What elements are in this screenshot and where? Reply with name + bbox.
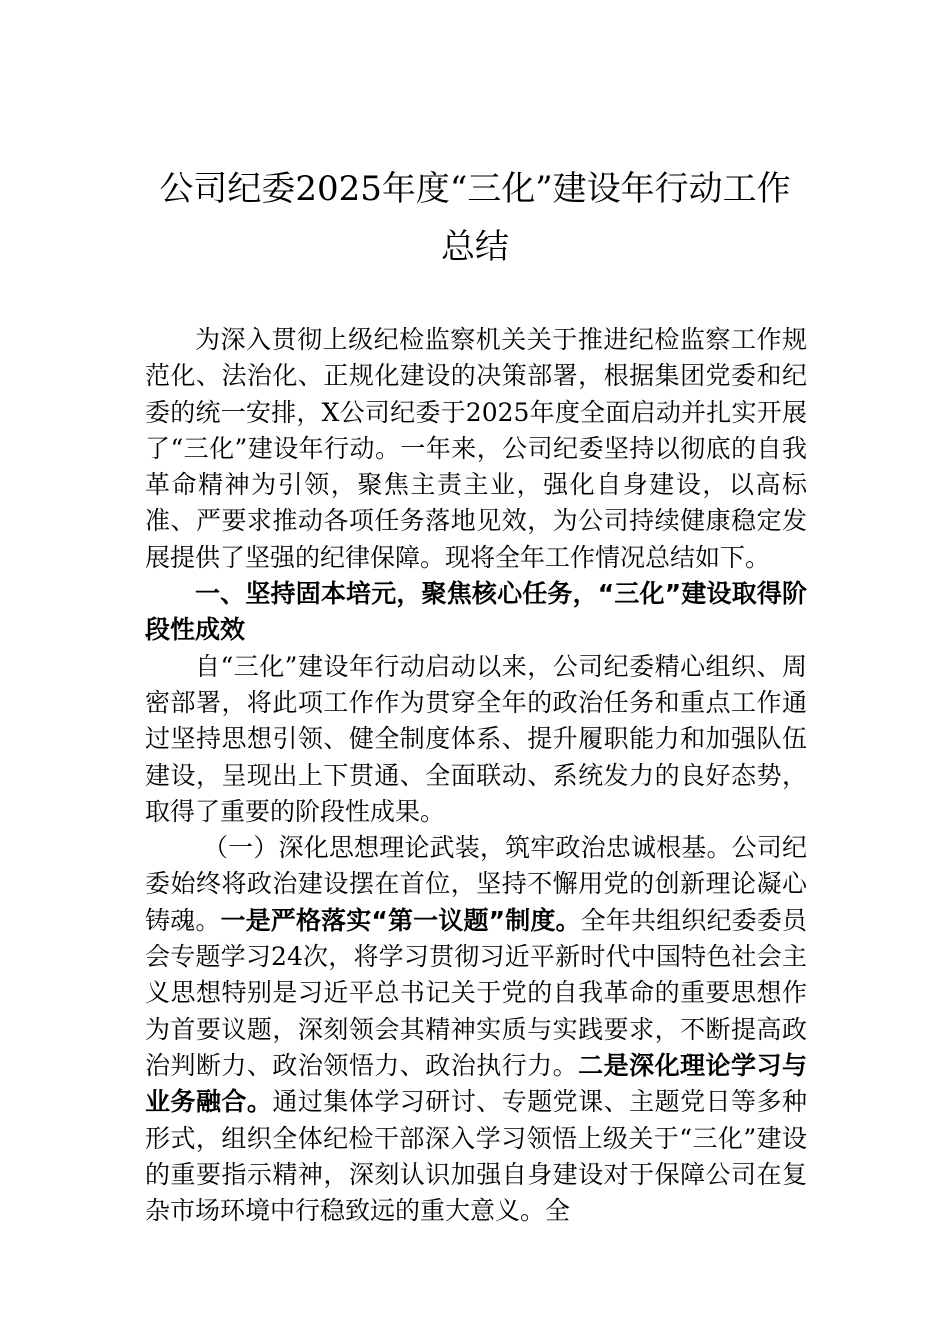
intro-paragraph: 为深入贯彻上级纪检监察机关关于推进纪检监察工作规范化、法治化、正规化建设的决策部署，根据集团党委和纪委的统一安排，X公司纪委于2025年度全面启动并扎实开展了“三化”建设年行动。一年来，公司纪委坚持以彻底的自我革命精神为引领，聚焦主责主业，强化自身建设，以高标准、严要求推动各项任务落地见效，为公司持续健康稳定发展提供了坚强的纪律保障。现将全年工作情况总结如下。 (145, 325, 807, 572)
point-2-text: 通过集体学习研讨、专题党课、主题党日等多种形式，组织全体纪检干部深入学习领悟上级关于“三化”建设的重要指示精神，深刻认识加强自身建设对于保障公司在复杂市场环境中行稳致远的重大意义。全 (145, 1087, 807, 1226)
document-body (145, 322, 807, 1229)
title-line-2: 总结 (441, 227, 509, 267)
section-1-item-1 (145, 830, 807, 1229)
point-1-title: 一是严格落实“第一议题”制度。 (220, 905, 581, 935)
section-1-overview: 自“三化”建设年行动启动以来，公司纪委精心组织、周密部署，将此项工作作为贯穿全年的政治任务和重点工作通过坚持思想引领、健全制度体系、提升履职能力和加强队伍建设，呈现出上下贯通、全面联动、系统发力的良好态势，取得了重要的阶段性成果。 (145, 651, 807, 826)
section-1-heading: 一、坚持固本培元，聚焦核心任务，“三化”建设取得阶段性成效 (145, 579, 807, 645)
point-2-title: 二是深化理论学习与业务融合。 (145, 1050, 807, 1117)
item-1-lead: （一）深化思想理论武装，筑牢政治忠诚根基。公司纪委始终将政治建设摆在首位，坚持不懈用党的创新理论凝心铸魂。 (145, 833, 807, 935)
title-line-1: 公司纪委2025年度“三化”建设年行动工作 (159, 169, 791, 209)
point-1-text: 全年共组织纪委委员会专题学习24次，将学习贯彻习近平新时代中国特色社会主义思想特别是习近平总书记关于党的自我革命的重要思想作为首要议题，深刻领会其精神实质与实践要求，不断提高政治判断力、政治领悟力、政治执行力。 (145, 905, 807, 1080)
document-title (120, 160, 830, 276)
